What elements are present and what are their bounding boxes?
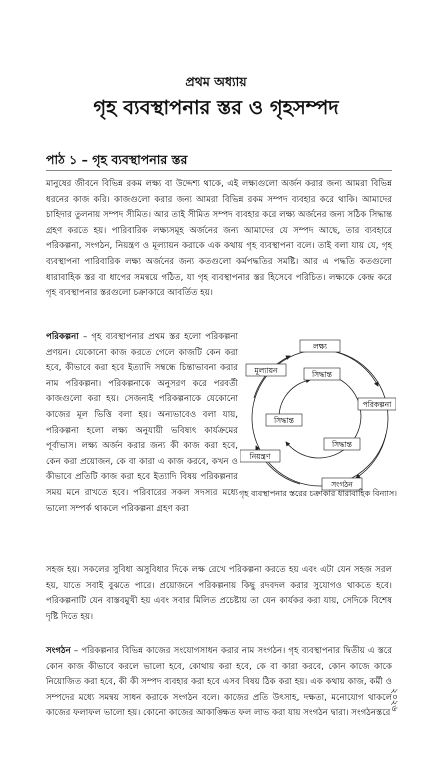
node-controlling: নিয়ন্ত্রণ (249, 452, 271, 461)
intro-paragraph: মানুষের জীবনে বিভিন্ন রকম লক্ষ্য বা উদ্দেশ্য থাকে, এই লক্ষ্যগুলো অর্জন করার জন্য আমরা বিভিন্ন ধরনের কাজ করি। কাজগুলো করার জন্য আমরা বিভিন্ন রকম সম্পদ ব্যবহার করে থাকি। আমাদের চাহিদার তুলনায় সম্পদ সীমিত। আর তাই সীমিত সম্পদ ব্যবহার করে লক্ষ্য অর্জনের জন্য সঠিক সিদ্ধান্ত গ্রহণ করতে হয়। পারিবারিক লক্ষ্যসমূহ অর্জনের জন্য আমাদের যে সম্পদ আছে, তার ব্যবহারে পরিকল্পনা, সংগঠন, নিয়ন্ত্রণ ও মূল্যায়ন করাকে এক কথায় গৃহ ব্যবস্থাপনা বলে। তাই বলা যায় যে, গৃহ ব্যবস্থাপনা পারিবারিক লক্ষ্য অর্জনের জন্য কতগুলো কর্মপদ্ধতির সমষ্টি। আর এ পদ্ধতি কতগুলো ধারাবাহিক স্তর বা ধাপের সমন্বয়ে গঠিত, যা গৃহ ব্যবস্থাপনার স্তর হিসেবে পরিচিত। লক্ষ্যকে কেন্দ্র করে গৃহ ব্যবস্থাপনার স্তরগুলো চক্রাকারে আবর্তিত হয়। (46, 179, 392, 299)
node-evaluation: মূল্যায়ন (254, 366, 278, 375)
chapter-title: গৃহ ব্যবস্থাপনার স্তর ও গৃহসম্পদ (93, 96, 339, 119)
planning-term: পরিকল্পনা (46, 332, 79, 342)
planning-text: – গৃহ ব্যবস্থাপনার প্রথম স্তর হলো পরিকল্পনা প্রণয়ন। যেকোনো কাজ করতে গেলে কাজটি কেন করা হবে, কীভাবে করা হবে ইত্যাদি সম্বন্ধে চিন্তাভাবনা করার নাম পরিকল্পনা। পরিকল্পনাকে অনুসরণ করে পরবর্তী কাজগুলো করা হয়। সেজন্যই পরিকল্পনাকে যেকোনো কাজের মূল ভিত্তি বলা হয়। অন্যভাবেও বলা যায়, পরিকল্পনা হলো লক্ষ্য অনুযায়ী ভবিষ্যৎ কার্যক্রমের পূর্বাভাস। লক্ষ্য অর্জন করার জন্য কী কাজ করা হবে, কেন করা প্রয়োজন, কে বা কারা এ কাজ করবে, কখন ও কীভাবে প্রতিটি কাজ করা হবে ইত্যাদি বিষয় পরিকল্পনার সময় মনে রাখতে হবে। পরিবারের সকল সদস্যর মধ্যে ভালো সম্পর্ক থাকলে পরিকল্পনা গ্রহণ করা (46, 332, 238, 514)
organizing-term: সংগঠন (46, 646, 71, 656)
planning-paragraph (46, 330, 238, 517)
node-goal: লক্ষ্য (313, 342, 327, 351)
planning-continuation: সহজ হয়। সকলের সুবিধা অসুবিধার দিকে লক্ষ রেখে পরিকল্পনা করতে হয় এবং এটা যেন সহজ সরল হয়, যাতে সবাই বুঝতে পারে। প্রয়োজনে পরিকল্পনায় কিছু রদবদল করার সুযোগও থাকতে হবে। পরিকল্পনাটি যেন বাস্তবমুখী হয় এবং সবার মিলিত প্রচেষ্টায় তা যেন কার্যকর করা যায়, সেদিকে বিশেষ দৃষ্টি দিতে হয়। (46, 565, 392, 622)
node-decision-1: সিদ্ধান্ত (312, 370, 332, 379)
organizing-text: – পরিকল্পনার বিভিন্ন কাজের সংযোগসাধন করার নাম সংগঠন। গৃহ ব্যবস্থাপনার দ্বিতীয় এ স্তরে কোন কাজ কীভাবে করলে ভালো হবে, কোথায় করা হবে, কে বা কারা করবে, কোন কাজে কাকে নিয়োজিত করা হবে, কী কী সম্পদ ব্যবহার করা হবে এসব বিষয় ঠিক করা হয়। এক কথায় কাজ, কর্মী ও সম্পদের মধ্যে সমন্বয় সাধন করাকে সংগঠন বলে। কাজের প্রতি উৎসাহ, দক্ষতা, মনোযোগ থাকলে কাজের ফলাফল ভালো হয়। কোনো কাজের আকাঙ্ক্ষিত ফল লাভ করা যায় সংগঠন দ্বারা। সংগঠনস্তরে (46, 646, 392, 719)
outer-arrow-2 (356, 434, 386, 478)
diagram-caption: গৃহ ব্যবস্থাপনার স্তরের চক্রাকার ধারাবাহিক বিন্যাস। (238, 489, 398, 498)
lesson-heading: পাঠ ১ – গৃহ ব্যবস্থাপনার স্তর (46, 152, 188, 167)
node-decision-3: সিদ্ধান্ত (332, 440, 352, 449)
node-organizing: সংগঠন (331, 480, 353, 489)
node-decision-2: সিদ্ধান্ত (274, 416, 294, 425)
management-cycle-diagram (240, 334, 396, 509)
organizing-paragraph (46, 644, 392, 722)
chapter-heading: প্রথম অধ্যায় (185, 74, 247, 89)
outer-arrow-4 (254, 356, 290, 398)
node-planning: পরিকল্পনা (362, 400, 392, 409)
page-number: ২০২৬ (389, 688, 399, 712)
lesson-divider (46, 170, 392, 171)
